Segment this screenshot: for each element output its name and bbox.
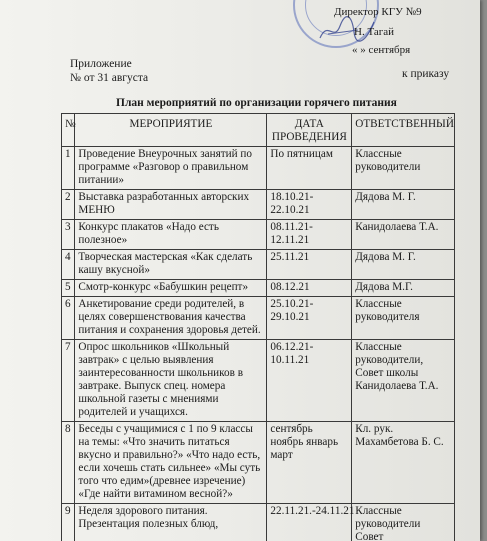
row-event: Беседы с учащимися с 1 по 9 классы на темы: «Что значить питаться вкусно и правильно?» «Что надо есть, если хочешь стать сильнее» «Мы суть того что едим»(древнее изречение) «Где найти витамином весной?» (75, 422, 267, 504)
col-date-header: ДАТА ПРОВЕДЕНИЯ (267, 114, 352, 147)
row-number: 2 (62, 190, 75, 220)
appendix-label: Приложение (70, 58, 132, 70)
col-event-header: МЕРОПРИЯТИЕ (75, 114, 267, 147)
row-responsible: Классные руководители (352, 147, 455, 190)
row-responsible: Кл. рук. Махамбетова Б. С. (352, 422, 455, 504)
order-number-date: № от 31 августа (70, 72, 149, 84)
row-responsible: Классные руководители, Совет школы Канидолаева Т.А. (352, 340, 455, 422)
approval-date: « » сентября (352, 44, 411, 56)
row-event: Выставка разработанных авторских МЕНЮ (75, 190, 267, 220)
row-number: 5 (62, 280, 75, 297)
row-date: 18.10.21-22.10.21 (267, 190, 352, 220)
row-event: Анкетирование среди родителей, в целях совершенствования качества питания и сохранения здоровья детей. (75, 297, 267, 340)
table-row (62, 147, 455, 190)
row-date: По пятницам (267, 147, 352, 190)
row-responsible: Дядова М. Г. (352, 190, 455, 220)
table-row (62, 297, 455, 340)
plan-table (61, 113, 455, 541)
row-number: 3 (62, 220, 75, 250)
row-number: 1 (62, 147, 75, 190)
table-row (62, 190, 455, 220)
row-responsible: Классные руководителя (352, 297, 455, 340)
table-row (62, 422, 455, 504)
row-number: 7 (62, 340, 75, 422)
row-number: 6 (62, 297, 75, 340)
row-date: сентябрь ноябрь январь март (267, 422, 352, 504)
row-responsible: Дядова М. Г. (352, 250, 455, 280)
row-event: Опрос школьников «Школьный завтрак» с целью выявления заинтересованности школьников в завтраке. Выпуск спец. номера школьной газеты с мнениями родителей и учащихся. (75, 340, 267, 422)
table-row (62, 340, 455, 422)
row-date: 25.10.21-29.10.21 (267, 297, 352, 340)
row-date: 25.11.21 (267, 250, 352, 280)
row-event: Конкурс плакатов «Надо есть полезное» (75, 220, 267, 250)
row-event: Смотр-конкурс «Бабушкин рецепт» (75, 280, 267, 297)
director-name: Н. Тагай (354, 26, 395, 38)
col-responsible-header: ОТВЕТСТВЕННЫЙ (352, 114, 455, 147)
to-order-label: к приказу (402, 68, 450, 80)
row-number: 9 (62, 504, 75, 541)
table-row (62, 250, 455, 280)
row-event: Проведение Внеурочных занятий по программе «Разговор о правильном питании» (75, 147, 267, 190)
row-date: 22.11.21.-24.11.21 (267, 504, 352, 541)
row-number: 8 (62, 422, 75, 504)
col-number-header: № (62, 114, 75, 147)
table-row (62, 504, 455, 541)
row-responsible: Канидолаева Т.А. (352, 220, 455, 250)
row-date: 08.12.21 (267, 280, 352, 297)
row-date: 06.12.21-10.11.21 (267, 340, 352, 422)
row-event: Неделя здорового питания. Презентация полезных блюд, (75, 504, 267, 541)
row-responsible: Дядова М.Г. (352, 280, 455, 297)
row-number: 4 (62, 250, 75, 280)
row-responsible: Классные руководители Совет (352, 504, 455, 541)
table-row (62, 220, 455, 250)
row-event: Творческая мастерская «Как сделать кашу вкусной» (75, 250, 267, 280)
table-header-row (62, 114, 455, 147)
document-title: План мероприятий по организации горячего питания (116, 97, 397, 109)
director-line: Директор КГУ №9 (334, 6, 422, 18)
row-date: 08.11.21-12.11.21 (267, 220, 352, 250)
table-row (62, 280, 455, 297)
